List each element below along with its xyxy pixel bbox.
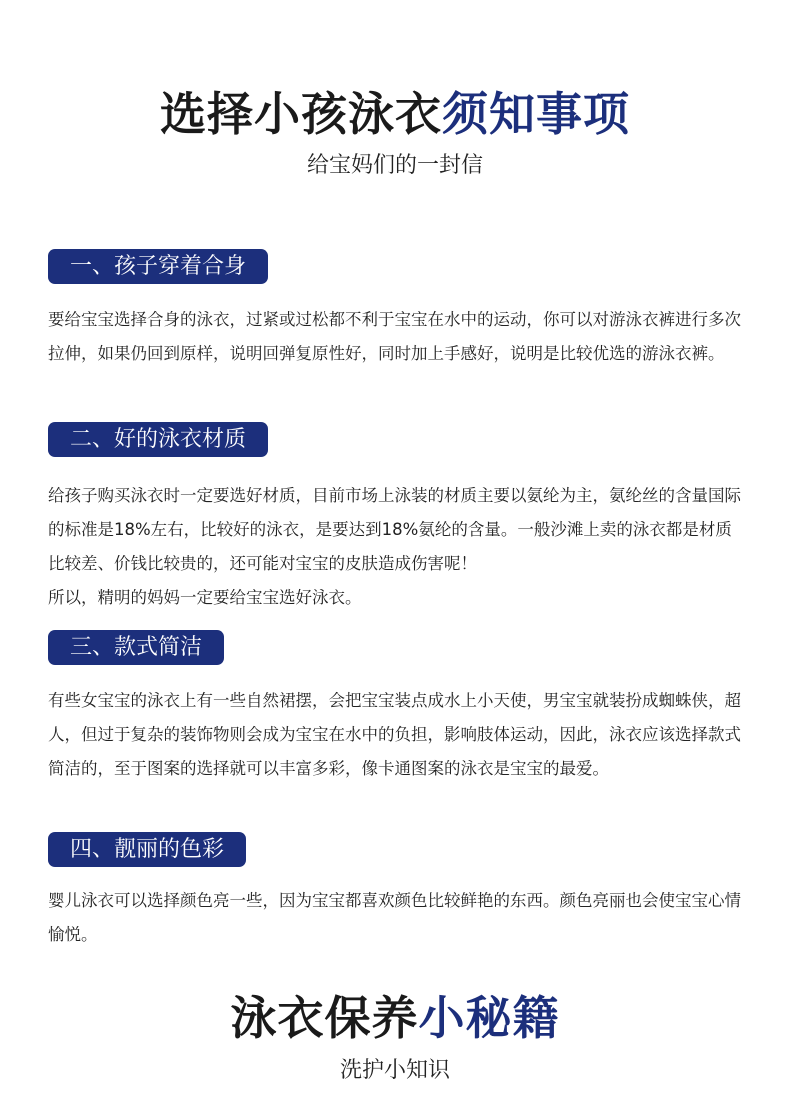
paragraph: 有些女宝宝的泳衣上有一些自然裙摆，会把宝宝装点成水上小天使，男宝宝就装扮成蜘蛛侠，超人，但过于复杂的装饰物则会成为宝宝在水中的负担，影响肢体运动，因此，泳衣应该选择款式简洁的，至于图案的选择就可以丰富多彩，像卡通图案的泳衣是宝宝的最爱。 bbox=[48, 691, 741, 778]
page-subtitle: 给宝妈们的一封信 bbox=[306, 153, 483, 178]
care-title-main: 泳衣保养 bbox=[230, 991, 419, 1045]
page-title bbox=[0, 86, 790, 142]
section-body-color bbox=[48, 884, 748, 952]
section-header-color: 四、靓丽的色彩 bbox=[48, 832, 246, 867]
section-body-style bbox=[48, 684, 748, 786]
paragraph: 给孩子购买泳衣时一定要选好材质，目前市场上泳装的材质主要以氨纶为主，氨纶丝的含量国际的标准是18%左右，比较好的泳衣，是要达到18%氨纶的含量。一般沙滩上卖的泳衣都是材质比较差、价钱比较贵的，还可能对宝宝的皮肤造成伤害呢！ bbox=[48, 486, 741, 573]
paragraph: 要给宝宝选择合身的泳衣，过紧或过松都不利于宝宝在水中的运动，你可以对游泳衣裤进行多次拉伸，如果仍回到原样，说明回弹复原性好，同时加上手感好，说明是比较优选的游泳衣裤。 bbox=[48, 310, 741, 363]
care-title bbox=[0, 990, 790, 1046]
paragraph: 婴儿泳衣可以选择颜色亮一些，因为宝宝都喜欢颜色比较鲜艳的东西。颜色亮丽也会使宝宝心情愉悦。 bbox=[48, 891, 741, 944]
section-header-fit: 一、孩子穿着合身 bbox=[48, 249, 268, 284]
section-body-material bbox=[48, 479, 748, 615]
section-body-fit bbox=[48, 303, 748, 371]
paragraph: 所以，精明的妈妈一定要给宝宝选好泳衣。 bbox=[48, 588, 362, 607]
care-title-highlight: 小秘籍 bbox=[418, 991, 560, 1045]
section-header-material: 二、好的泳衣材质 bbox=[48, 422, 268, 457]
page-title-main: 选择小孩泳衣 bbox=[160, 87, 442, 141]
section-header-style: 三、款式简洁 bbox=[48, 630, 224, 665]
care-subtitle: 洗护小知识 bbox=[339, 1058, 450, 1083]
page-title-highlight: 须知事项 bbox=[442, 87, 630, 141]
